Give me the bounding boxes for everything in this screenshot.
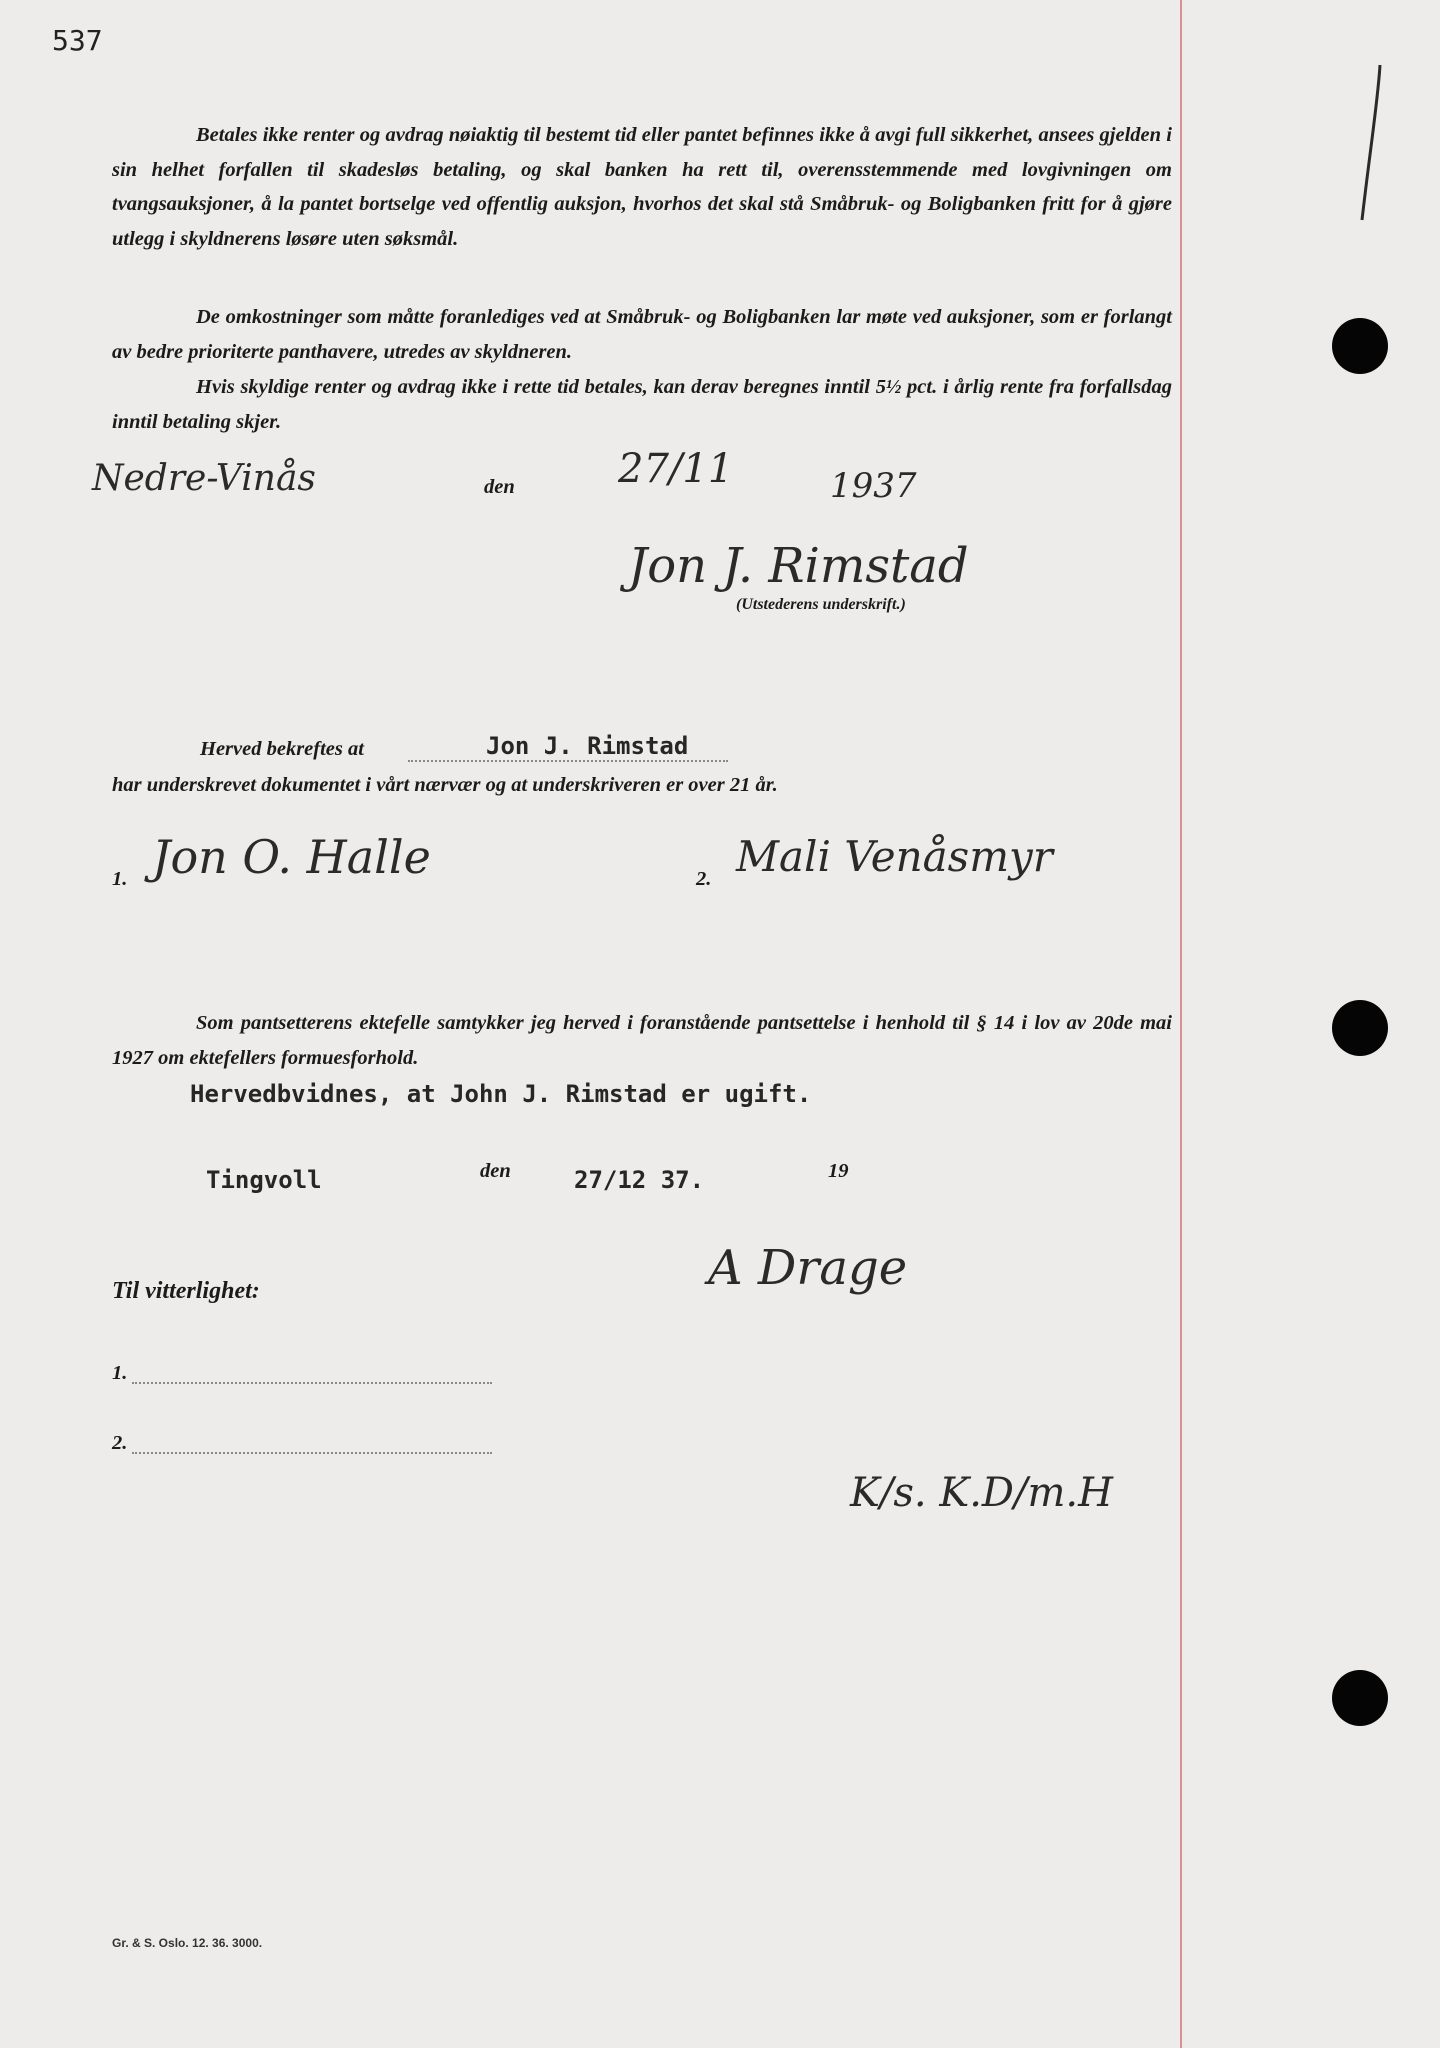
margin-rule <box>1180 0 1182 2048</box>
witness-line-1-number: 1. <box>112 1362 128 1384</box>
date-handwritten: 27/11 <box>618 446 734 492</box>
witness-line-2-number: 2. <box>112 1432 128 1454</box>
den-label-2: den <box>480 1160 511 1182</box>
confirmation-name-line <box>408 760 728 762</box>
place-handwritten: Nedre-Vinås <box>92 458 316 499</box>
printer-footer: Gr. & S. Oslo. 12. 36. 3000. <box>112 1936 263 1950</box>
den-label-1: den <box>484 476 515 498</box>
date-typed: 27/12 37. <box>574 1166 705 1194</box>
registry-note: K/s. K.D/m.H <box>850 1470 1113 1516</box>
witness-1-number: 1. <box>112 868 128 890</box>
signature-2: A Drage <box>708 1240 908 1296</box>
witness-line-2 <box>132 1452 492 1454</box>
typed-statement: Hervedbvidnes, at John J. Rimstad er ugift. <box>190 1080 812 1108</box>
page-number: 537 <box>52 24 103 57</box>
interest-clause-paragraph: Hvis skyldige renter og avdrag ikke i rette tid betales, kan derav beregnes inntil 5½ pct. i årlig rente fra forfallsdag inntil betaling skjer. <box>112 376 1172 433</box>
witness-line-1 <box>132 1382 492 1384</box>
witness-1-signature: Jon O. Halle <box>152 830 431 884</box>
year-prefix: 19 <box>828 1160 849 1182</box>
binding-hole-middle <box>1332 1000 1388 1056</box>
costs-clause-paragraph: De omkostninger som måtte foranlediges ved at Småbruk- og Boligbanken lar møte ved auksjoner, som er forlangt av bedre prioriterte panthavere, utredes av skyldneren. <box>112 306 1172 363</box>
spousal-consent-paragraph: Som pantsetterens ektefelle samtykker jeg herved i foranstående pantsettelse i henhold til § 14 i lov av 20de mai 1927 om ektefellers formuesforhold. <box>112 1012 1172 1069</box>
witness-heading: Til vitterlighet: <box>112 1278 260 1304</box>
issuer-signature-label: (Utstederens underskrift.) <box>736 596 906 613</box>
issuer-signature: Jon J. Rimstad <box>628 538 969 594</box>
default-clause-paragraph: Betales ikke renter og avdrag nøiaktig til bestemt tid eller pantet befinnes ikke å avgi full sikkerhet, ansees gjelden i sin helhet forfallen til skadesløs betaling, og skal banken ha rett til, overensstemmende med lovgivningen om tvangsauksjoner, å la pantet bortselge ved offentlig auksjon, hvorhos det skal stå Småbruk- og Boligbanken fritt for å gjøre utlegg i skyldnerens løsøre uten søksmål. <box>112 124 1172 250</box>
witness-2-number: 2. <box>696 868 712 890</box>
binding-hole-bottom <box>1332 1670 1388 1726</box>
place-typed: Tingvoll <box>206 1166 322 1194</box>
confirmation-prefix: Herved bekreftes at <box>200 738 364 760</box>
witness-2-signature: Mali Venåsmyr <box>736 832 1053 881</box>
margin-pen-stroke <box>1340 60 1400 230</box>
binding-hole-top <box>1332 318 1388 374</box>
confirmation-line-2: har underskrevet dokumentet i vårt nærvær og at underskriveren er over 21 år. <box>112 774 778 796</box>
year-handwritten: 1937 <box>830 466 917 506</box>
confirmation-name-typed: Jon J. Rimstad <box>486 732 689 760</box>
